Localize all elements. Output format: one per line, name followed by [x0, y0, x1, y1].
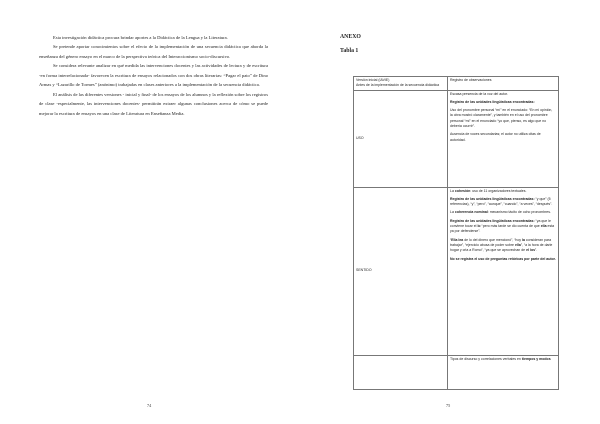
table-header-row	[354, 77, 559, 91]
sentido-observations	[448, 187, 559, 355]
text-span: “	[450, 237, 452, 242]
text-bold: Ella lea	[451, 237, 464, 242]
table-row-uso	[354, 90, 559, 187]
text-bold: ella	[540, 224, 547, 229]
text-span: esta ya por defenderse”.	[450, 224, 555, 234]
uso-item	[450, 100, 556, 108]
sentido-item	[450, 210, 556, 218]
text-bold: tiempos y modos	[521, 356, 551, 361]
paragraph: Se considera relevante analizar en qué medida las intervenciones docentes y las actividades de lectura y de escritura -en forma interrelacionada- favorecen la escritura de ensayos relacionados con dos obras literarias: “Pagar el pato” de Dino Armas y “Lazarillo de Tormes” (anónimo) trabajadas en clases anteriores a la implementación de la secuencia didáctica.	[39, 63, 268, 88]
sentido-item	[450, 197, 556, 211]
observation-table	[353, 76, 559, 390]
text-span: ”.	[535, 248, 538, 253]
table-row-discourse	[354, 355, 559, 389]
sentido-item	[450, 257, 556, 265]
text-bold: ella	[514, 242, 521, 247]
body-text	[39, 33, 268, 118]
header-observations: Registro de observaciones	[448, 77, 559, 91]
discourse-item	[450, 356, 556, 365]
uso-item: Uso del pronombre personal “mí” en el enunciado: “En mi opinión, la obra mostró claramente”, y también en el uso del pronombre personal “mí” en el enunciado “yo que, pienso, es algo que no debería ocurrir”.	[450, 108, 553, 129]
paragraph: El análisis de las diferentes versiones - inicial y final- de los ensayos de los alumnos y la reflexión sobre los registros de clase -especialmente, las intervenciones docentes- permitirán extraer algunas conclusiones acerca de cómo se puede mejorar la escritura de ensayos en una clase de Literatura en Enseñanza Media.	[39, 91, 268, 116]
category-empty	[354, 355, 448, 389]
header-version-title: Versión inicial (IAVIE)	[356, 78, 390, 82]
text-bold: Registro de las unidades lingüísticas encontradas:	[450, 218, 535, 223]
text-span: Tipos de discurso y correlaciones verbales en	[450, 356, 522, 361]
text-span: La	[450, 188, 455, 193]
text-bold: cohesión	[454, 188, 471, 193]
text-bold: la	[522, 237, 525, 242]
paragraph: Esta investigación didáctica procura brindar aportes a la Didáctica de la Lengua y la Literatura.	[53, 35, 228, 40]
paragraph: Se pretende aportar conocimientos sobre el efecto de la implementación de una secuencia didáctica que aborda la enseñanza del género ensayo en el marco de la perspectiva teórica del Interaccionismo socio-discursivo.	[39, 44, 268, 59]
table-caption: Tabla 1	[340, 48, 359, 54]
text-bold: Registro de las unidades lingüísticas encontradas:	[450, 196, 535, 201]
right-page	[300, 0, 600, 424]
uso-item: Escasa presencia de la voz del autor.	[450, 91, 508, 96]
annex-heading: ANEXO	[340, 34, 361, 40]
category-sentido: SENTIDO	[354, 187, 448, 355]
text-span: de lo del dinero que mencionó”, “hoy	[463, 237, 523, 242]
sentido-item	[450, 188, 556, 197]
text-bold: No se registra el uso de preguntas retóricas por parte del autor.	[450, 256, 556, 261]
sentido-item	[450, 219, 556, 238]
text-bold: coherencia nominal	[454, 210, 488, 215]
uso-item-bold: Registro de las unidades lingüísticas encontradas:	[450, 99, 535, 104]
page-number: 74	[147, 403, 152, 408]
text-span: ”, “a la hora de darle hogar y cria a Romo”, “ya que se aprovechan de	[450, 242, 553, 253]
text-span: La	[450, 210, 455, 215]
uso-item: Ausencia de voces secundarias; el autor no utiliza citas de autoridad.	[450, 132, 541, 142]
header-version-subtitle: Antes de la implementación de la secuencia didáctica	[356, 83, 440, 88]
text-span: “pero más tarde se dio cuenta de que	[480, 224, 541, 229]
discourse-observations	[448, 355, 559, 389]
text-span: : uso de 11 organizadores textuales.	[470, 188, 527, 193]
text-span: “ya que le conviene tocar el	[450, 218, 551, 229]
sentido-item	[450, 238, 556, 257]
text-bold: lo	[477, 224, 481, 229]
table-row-sentido	[354, 187, 559, 355]
text-bold: el los	[526, 248, 536, 253]
text-span: “y que” (5 referencias), “y”, “pero”, “aunque”, “cuando”, “a veces”, “después”.	[450, 196, 553, 207]
header-version	[354, 77, 448, 91]
text-span: : mecanismo tácito de ocho pronombres.	[487, 210, 551, 215]
text-span: consideran para trabajar”, “ejercicio abusa de poder sobre	[450, 237, 552, 247]
category-uso: USO	[354, 90, 448, 187]
uso-observations	[448, 90, 559, 187]
page-number: 75	[446, 403, 451, 408]
